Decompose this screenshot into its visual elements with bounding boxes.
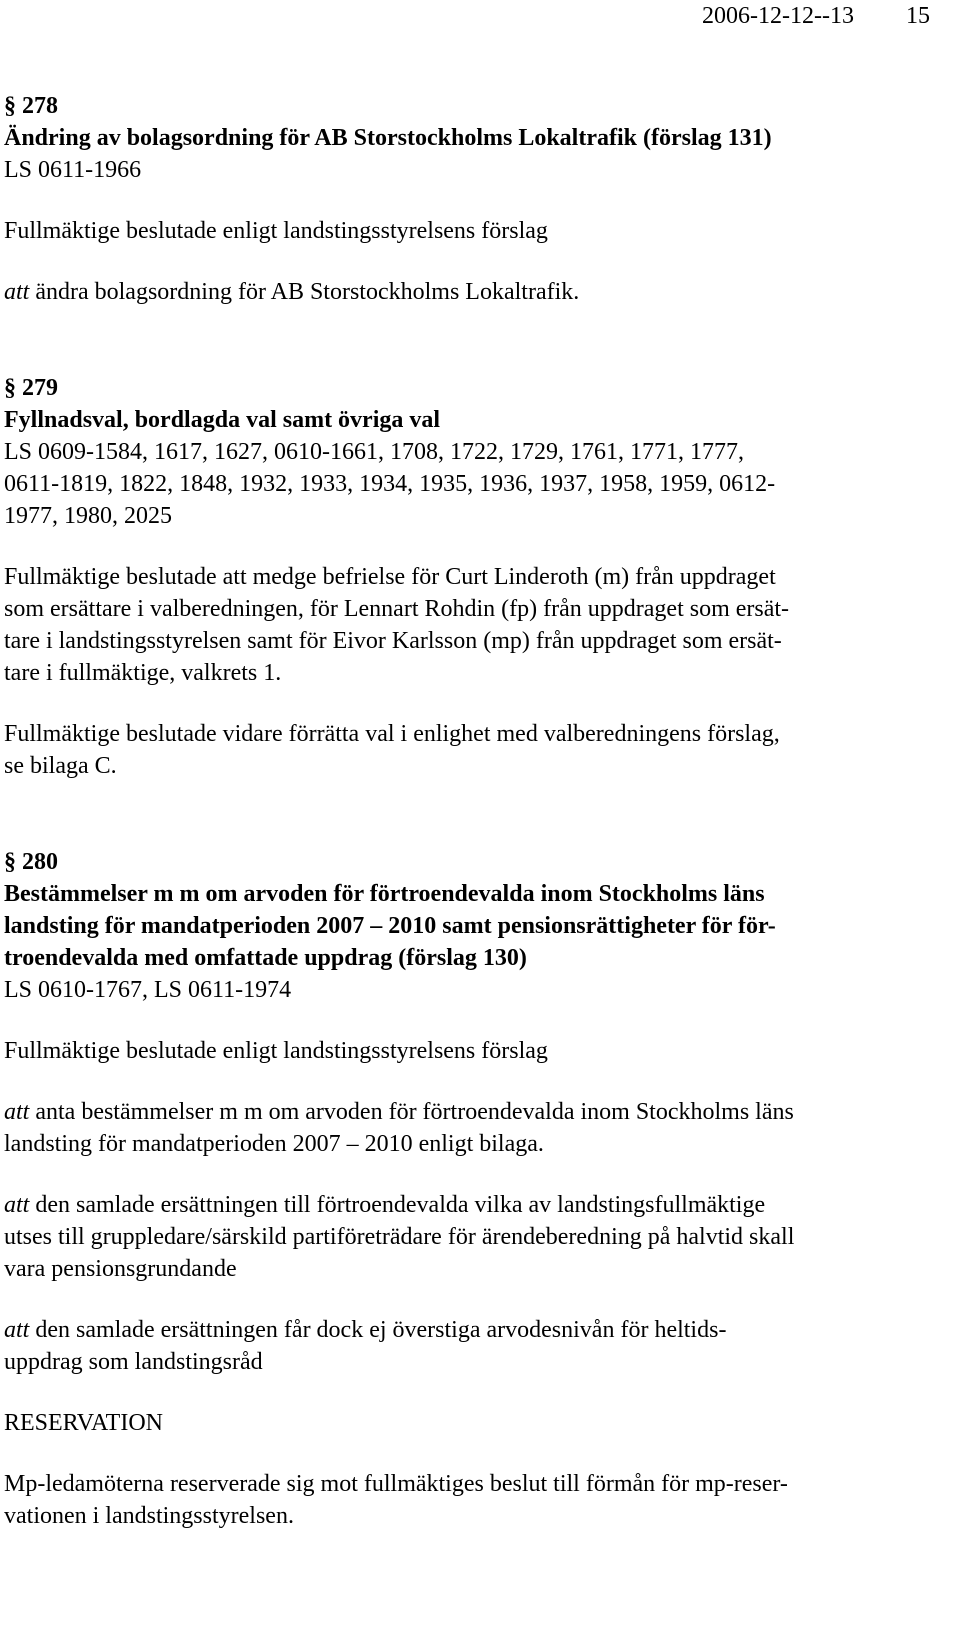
reference-numbers: LS 0611-1966 — [4, 157, 142, 183]
page-header — [702, 0, 930, 32]
att-text: landsting för mandatperioden 2007 – 2010 enligt bilaga. — [4, 1131, 544, 1157]
att-text: utses till gruppledare/särskild partiföreträdare för ärendeberedning på halvtid skall — [4, 1224, 795, 1250]
section-heading — [4, 372, 924, 404]
section-280 — [4, 846, 924, 1532]
paragraph — [4, 718, 924, 782]
reference-numbers: 1977, 1980, 2025 — [4, 503, 172, 529]
section-title: Ändring av bolagsordning för AB Storstockholms Lokaltrafik (förslag 131) — [4, 125, 772, 151]
section-title: Bestämmelser m m om arvoden för förtroendevalda inom Stockholms läns — [4, 881, 765, 907]
paragraph-line: Fullmäktige beslutade att medge befrielse för Curt Linderoth (m) från uppdraget — [4, 564, 776, 590]
paragraph-line: tare i fullmäktige, valkrets 1. — [4, 660, 282, 686]
decision-text: Fullmäktige beslutade enligt landstingsstyrelsens förslag — [4, 218, 548, 244]
reference-numbers: LS 0610-1767, LS 0611-1974 — [4, 977, 292, 1003]
section-number: 279 — [22, 375, 58, 401]
reference-numbers: LS 0609-1584, 1617, 1627, 0610-1661, 1708, 1722, 1729, 1761, 1771, 1777, — [4, 439, 744, 465]
att-clause — [4, 1189, 924, 1285]
paragraph-line: se bilaga C. — [4, 753, 117, 779]
section-number: 278 — [22, 93, 58, 119]
reservation-text — [4, 1468, 924, 1532]
att-text: den samlade ersättningen får dock ej överstiga arvodesnivån för heltids- — [35, 1317, 727, 1343]
page-number: 15 — [906, 3, 930, 29]
decision-text: Fullmäktige beslutade enligt landstingsstyrelsens förslag — [4, 1038, 548, 1064]
att-text: vara pensionsgrundande — [4, 1256, 237, 1282]
section-title: troendevalda med omfattade uppdrag (förslag 130) — [4, 945, 527, 971]
att-clause — [4, 1314, 924, 1378]
att-text: anta bestämmelser m m om arvoden för förtroendevalda inom Stockholms läns — [35, 1099, 794, 1125]
section-title: Fyllnadsval, bordlagda val samt övriga val — [4, 407, 441, 433]
header-date: 2006-12-12--13 — [702, 3, 854, 29]
paragraph — [4, 561, 924, 689]
reservation-line: vationen i landstingsstyrelsen. — [4, 1503, 294, 1529]
section-sign: § — [4, 93, 16, 119]
att-clause — [4, 1096, 924, 1160]
att-text: uppdrag som landstingsråd — [4, 1349, 263, 1375]
reservation-line: Mp-ledamöterna reserverade sig mot fullmäktiges beslut till förmån för mp-reser- — [4, 1471, 788, 1497]
section-sign: § — [4, 849, 16, 875]
section-heading — [4, 90, 924, 122]
reference-numbers: 0611-1819, 1822, 1848, 1932, 1933, 1934, 1935, 1936, 1937, 1958, 1959, 0612- — [4, 471, 776, 497]
att-keyword: att — [4, 1192, 30, 1218]
paragraph-line: Fullmäktige beslutade vidare förrätta val i enlighet med valberedningens förslag, — [4, 721, 780, 747]
section-number: 280 — [22, 849, 58, 875]
section-279 — [4, 372, 924, 782]
document-body — [4, 90, 924, 1532]
section-sign: § — [4, 375, 16, 401]
section-title: landsting för mandatperioden 2007 – 2010 samt pensionsrättigheter för för- — [4, 913, 776, 939]
paragraph-line: tare i landstingsstyrelsen samt för Eivor Karlsson (mp) från uppdraget som ersät- — [4, 628, 782, 654]
att-keyword: att — [4, 279, 30, 305]
section-278 — [4, 90, 924, 308]
att-clause — [4, 276, 924, 308]
att-text: den samlade ersättningen till förtroendevalda vilka av landstingsfullmäktige — [35, 1192, 766, 1218]
att-keyword: att — [4, 1317, 30, 1343]
att-keyword: att — [4, 1099, 30, 1125]
reservation-heading: RESERVATION — [4, 1410, 163, 1436]
att-text: ändra bolagsordning för AB Storstockholms Lokaltrafik. — [35, 279, 580, 305]
section-heading — [4, 846, 924, 878]
paragraph-line: som ersättare i valberedningen, för Lennart Rohdin (fp) från uppdraget som ersät- — [4, 596, 790, 622]
